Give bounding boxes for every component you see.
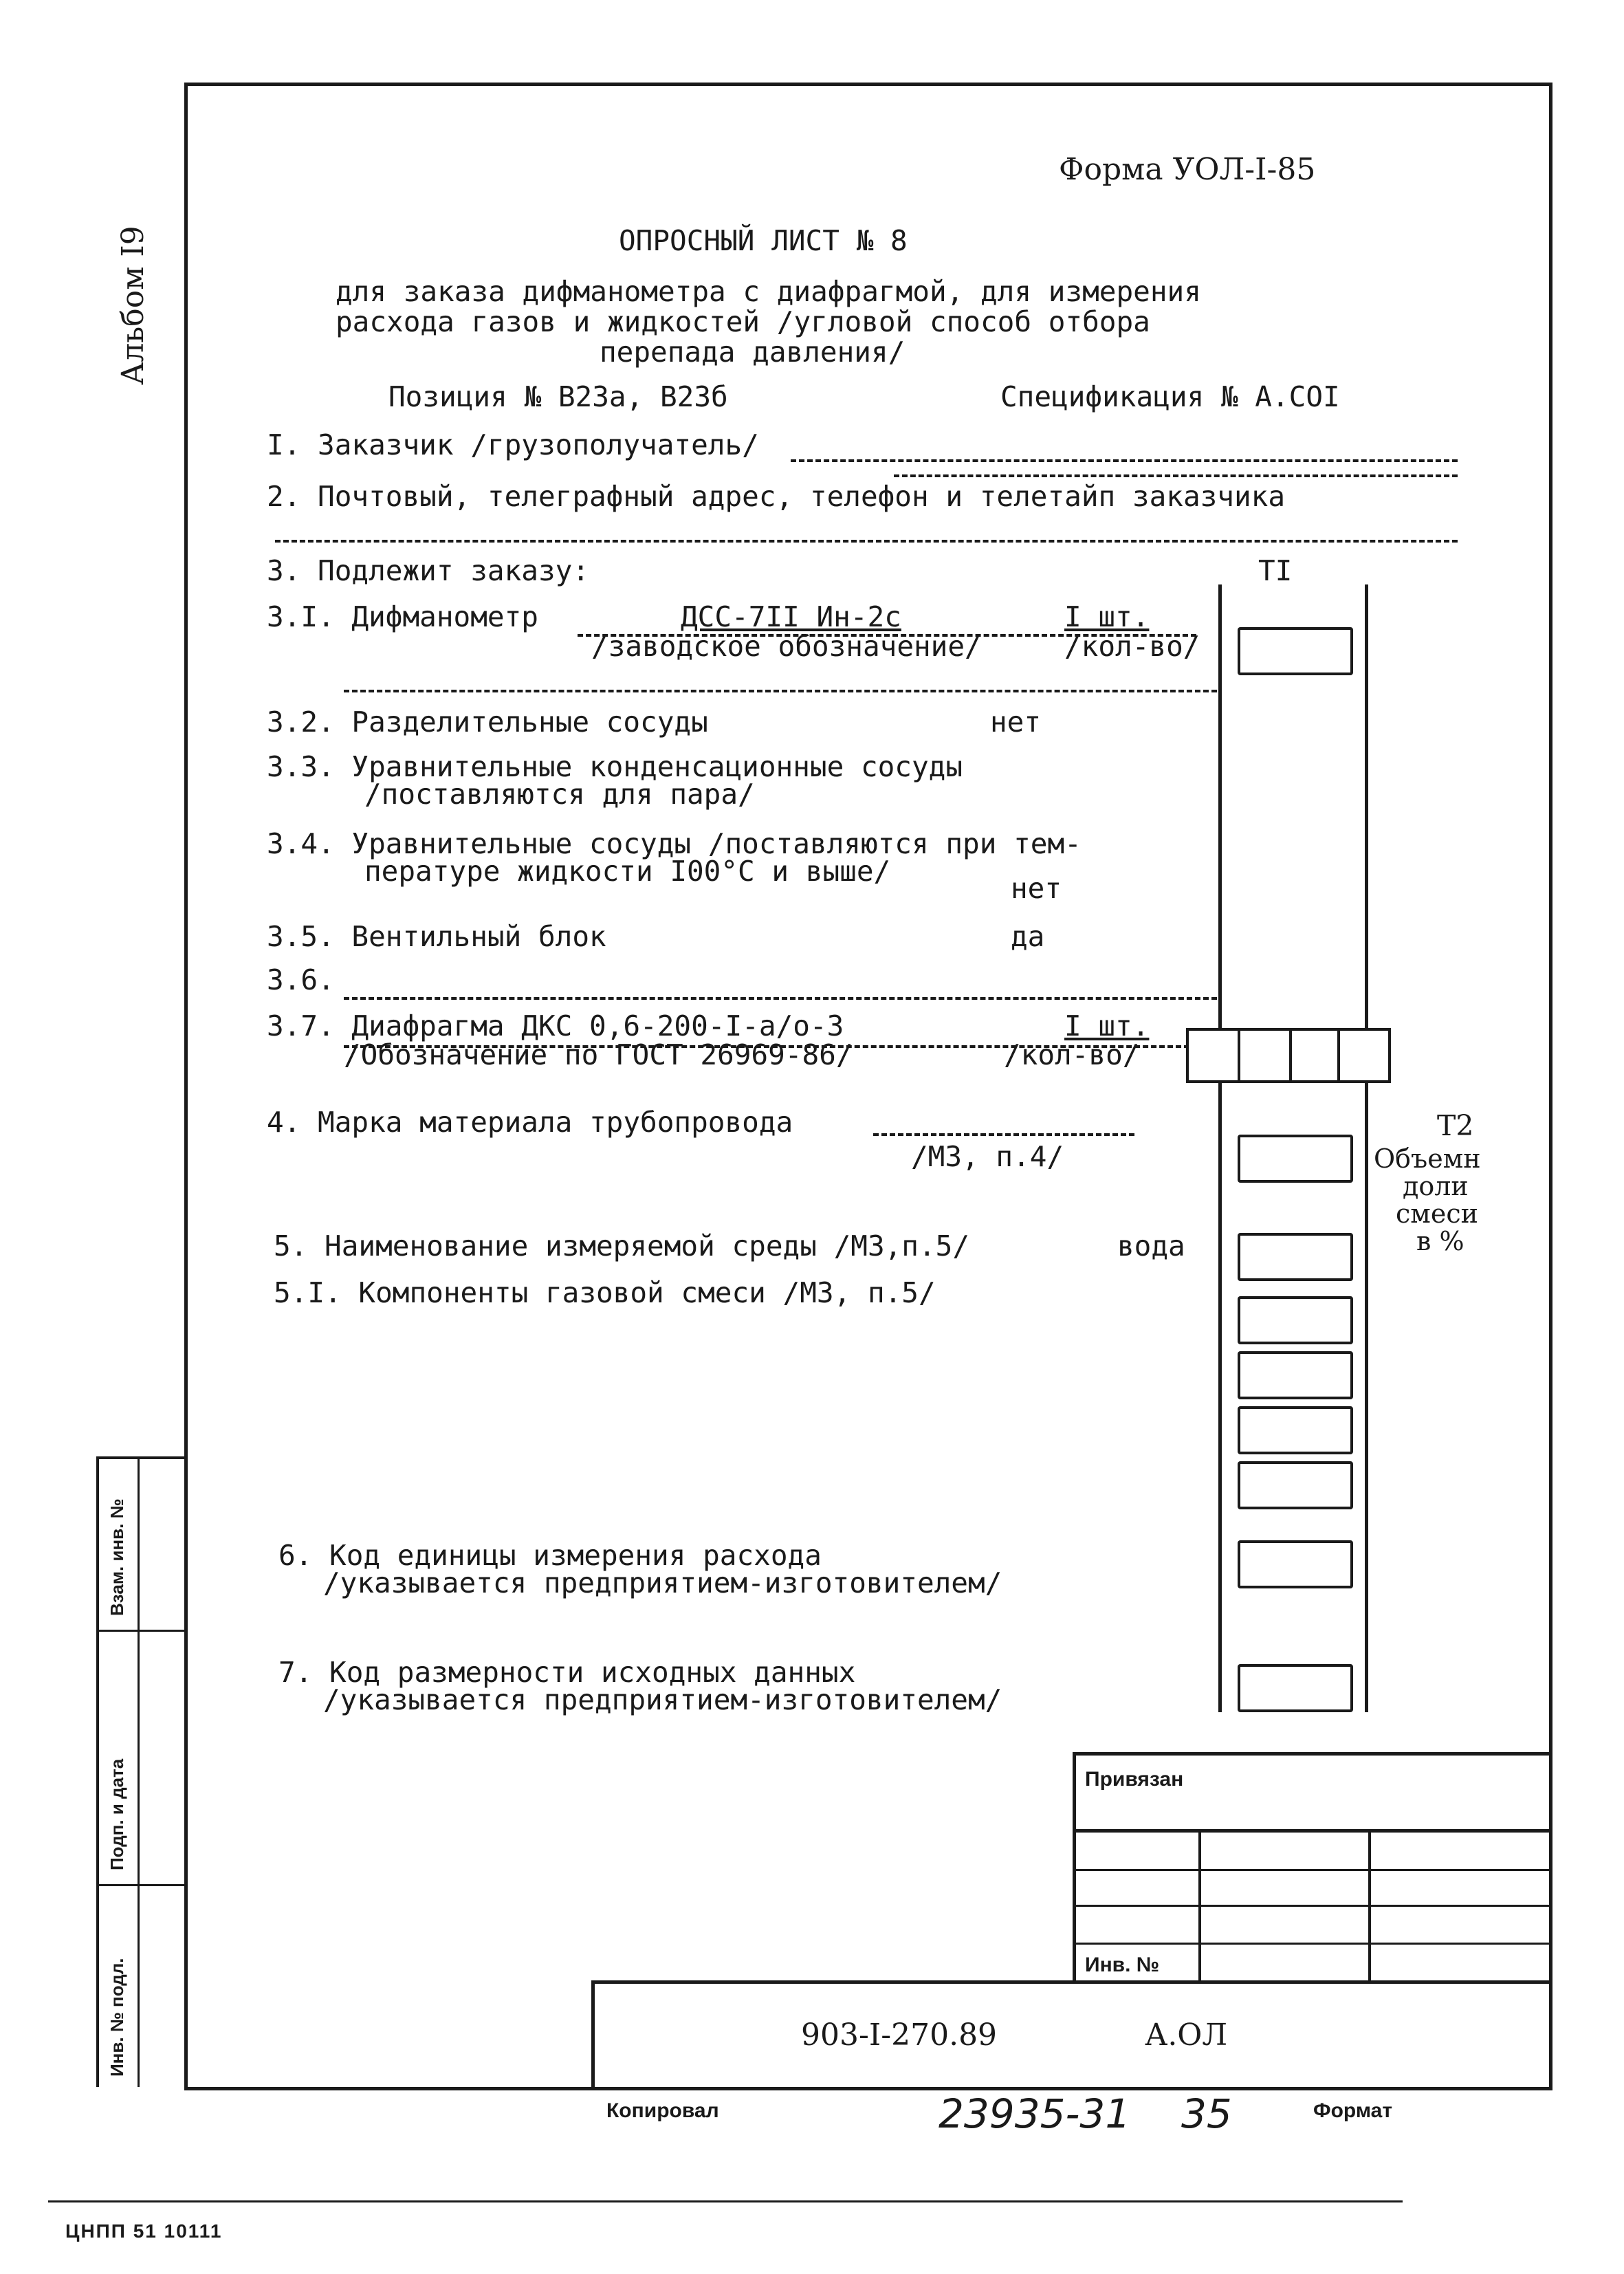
stamp-privyazan: Привязан [1085, 1768, 1184, 1791]
item-5-1-t1-box-4 [1238, 1461, 1353, 1509]
item-4-t1-box [1238, 1135, 1353, 1183]
footer-number: 23935-31 [939, 2090, 1131, 2137]
subtitle-line-3: перепада давления/ [600, 336, 906, 369]
item-3-7-sub-label: /Обозначение по ГОСТ 26969-86/ [344, 1038, 853, 1071]
side-stamp-divider-1 [96, 1630, 186, 1632]
side-stamp-vzam-inv: Взам. инв. № [107, 1498, 127, 1616]
item-3-1-fill-line [344, 690, 1217, 692]
side-stamp-divider-2 [96, 1884, 186, 1886]
side-stamp-podp-data: Подп. и дата [107, 1758, 127, 1870]
item-5-1-t1-box-2 [1238, 1351, 1353, 1399]
item-3-5-valve-block: 3.5. Вентильный блок [267, 920, 606, 953]
item-3-1-qty: I шт. [1064, 600, 1150, 633]
item-3-7-cell-divider-3 [1337, 1028, 1340, 1083]
item-3-7-qty-sub-label: /кол-во/ [1004, 1038, 1140, 1071]
stamp-top-line [1073, 1752, 1552, 1756]
footer-rule [48, 2200, 1403, 2202]
stamp-line-1 [1073, 1829, 1552, 1833]
item-5-value: вода [1117, 1229, 1185, 1262]
item-3-6-fill-line [344, 997, 1217, 1000]
item-3-7-label: 3.7. Диафрагма ДКС 0,6-200-I-а/о-3 [267, 1009, 844, 1042]
frame-bottom-border [184, 2087, 1552, 2090]
item-7-line-1: 7. Код размерности исходных данных [278, 1656, 856, 1689]
subtitle-line-1: для заказа дифманометра с диафрагмой, для измерения [336, 275, 1201, 308]
item-4-reference: /МЗ, п.4/ [911, 1140, 1064, 1173]
column-t1-header: TI [1258, 554, 1293, 587]
form-label: Форма УОЛ-I-85 [1059, 152, 1316, 187]
item-3-3-line-2: /поставляются для пара/ [364, 778, 755, 811]
stamp-inner-line-1 [1198, 1829, 1201, 1984]
stamp-sheet-code: А.ОЛ [1145, 2018, 1228, 2053]
frame-top-border [184, 83, 1552, 86]
frame-right-border [1549, 83, 1552, 2090]
item-3-7-t1-cells [1186, 1028, 1391, 1083]
frame-left-border [184, 83, 188, 2090]
item-3-1-sub-label: /заводское обозначение/ [591, 630, 982, 663]
footer-kopiroval: Копировал [606, 2099, 719, 2122]
side-stamp-mid-line [138, 1456, 140, 2087]
stamp-line-2 [1073, 1869, 1552, 1871]
item-3-7-cell-divider-1 [1238, 1028, 1240, 1083]
column-t1-right-line [1365, 584, 1368, 1712]
item-3-4-line-2: пературе жидкости I00°С и выше/ [364, 855, 891, 888]
item-3-7-cell-divider-2 [1289, 1028, 1292, 1083]
item-3-1-qty-sub-label: /кол-во/ [1064, 630, 1200, 663]
item-3-5-value: да [1011, 920, 1045, 953]
footer-page: 35 [1181, 2090, 1232, 2137]
item-5-1-gas-components: 5.I. Компоненты газовой смеси /МЗ, п.5/ [274, 1276, 936, 1309]
item-3-1-t1-box [1238, 627, 1353, 675]
item-3-4-line-1: 3.4. Уравнительные сосуды /поставляются при тем- [267, 827, 1082, 860]
item-2-address: 2. Почтовый, телеграфный адрес, телефон и телетайп заказчика [267, 480, 1286, 513]
stamp-main-left-line [591, 1980, 595, 2090]
column-t2-label-1: Объемн [1374, 1144, 1481, 1174]
column-t1-left-line [1218, 584, 1222, 1712]
item-7-t1-box [1238, 1664, 1353, 1712]
item-5-t1-box [1238, 1233, 1353, 1281]
item-2-fill-line [275, 540, 1458, 543]
stamp-inner-line-2 [1368, 1829, 1371, 1984]
album-label: Альбом I9 [116, 226, 151, 385]
item-6-line-1: 6. Код единицы измерения расхода [278, 1539, 822, 1572]
item-5-1-t1-box-3 [1238, 1406, 1353, 1454]
stamp-line-4 [1073, 1943, 1552, 1945]
stamp-inv-no: Инв. № [1085, 1954, 1160, 1976]
item-3-order: 3. Подлежит заказу: [267, 554, 589, 587]
item-6-t1-box [1238, 1540, 1353, 1588]
column-t2-label-4: в % [1416, 1226, 1464, 1256]
item-1-customer: I. Заказчик /грузополучатель/ [267, 428, 759, 461]
item-7-line-2: /указывается предприятием-изготовителем/ [323, 1683, 1002, 1716]
item-3-2-separators: 3.2. Разделительные сосуды [267, 706, 708, 739]
item-3-4-value: нет [1011, 872, 1062, 905]
item-3-7-qty: I шт. [1064, 1009, 1150, 1042]
item-4-pipe-material: 4. Марка материала трубопровода [267, 1106, 793, 1139]
item-6-line-2: /указывается предприятием-изготовителем/ [323, 1566, 1002, 1599]
item-1-fill-line-2 [894, 474, 1458, 477]
document-title: ОПРОСНЫЙ ЛИСТ № 8 [619, 224, 908, 257]
item-3-1-value: ДСС-7II Ин-2с [681, 600, 901, 633]
item-4-fill-line [873, 1133, 1134, 1136]
item-3-1-label: 3.I. Дифманометр [267, 600, 538, 633]
item-3-2-value: нет [990, 706, 1042, 739]
specification-number: Спецификация № А.СОI [1000, 380, 1340, 413]
stamp-left-line [1073, 1752, 1076, 1982]
position-number: Позиция № В23а, В23б [388, 380, 728, 413]
column-t2-label-2: доли [1403, 1171, 1469, 1201]
footer-format: Формат [1313, 2099, 1393, 2122]
item-5-1-t1-box-1 [1238, 1296, 1353, 1344]
stamp-main-top-line [591, 1980, 1552, 1984]
item-1-fill-line [791, 459, 1458, 462]
stamp-line-3 [1073, 1905, 1552, 1907]
footer-print-code: ЦНПП 51 10111 [65, 2220, 223, 2242]
column-t2-header: Т2 [1437, 1109, 1474, 1142]
item-5-medium: 5. Наименование измеряемой среды /МЗ,п.5/ [274, 1229, 970, 1262]
item-3-6: 3.6. [267, 963, 335, 996]
side-stamp-inv-podl: Инв. № подл. [107, 1958, 127, 2077]
side-stamp-left-line [96, 1456, 99, 2087]
subtitle-line-2: расхода газов и жидкостей /угловой способ отбора [336, 305, 1150, 338]
column-t2-label-3: смеси [1396, 1199, 1478, 1229]
side-stamp-top-line [96, 1456, 186, 1459]
stamp-doc-code: 903-I-270.89 [801, 2018, 998, 2053]
item-3-3-line-1: 3.3. Уравнительные конденсационные сосуды [267, 750, 963, 783]
